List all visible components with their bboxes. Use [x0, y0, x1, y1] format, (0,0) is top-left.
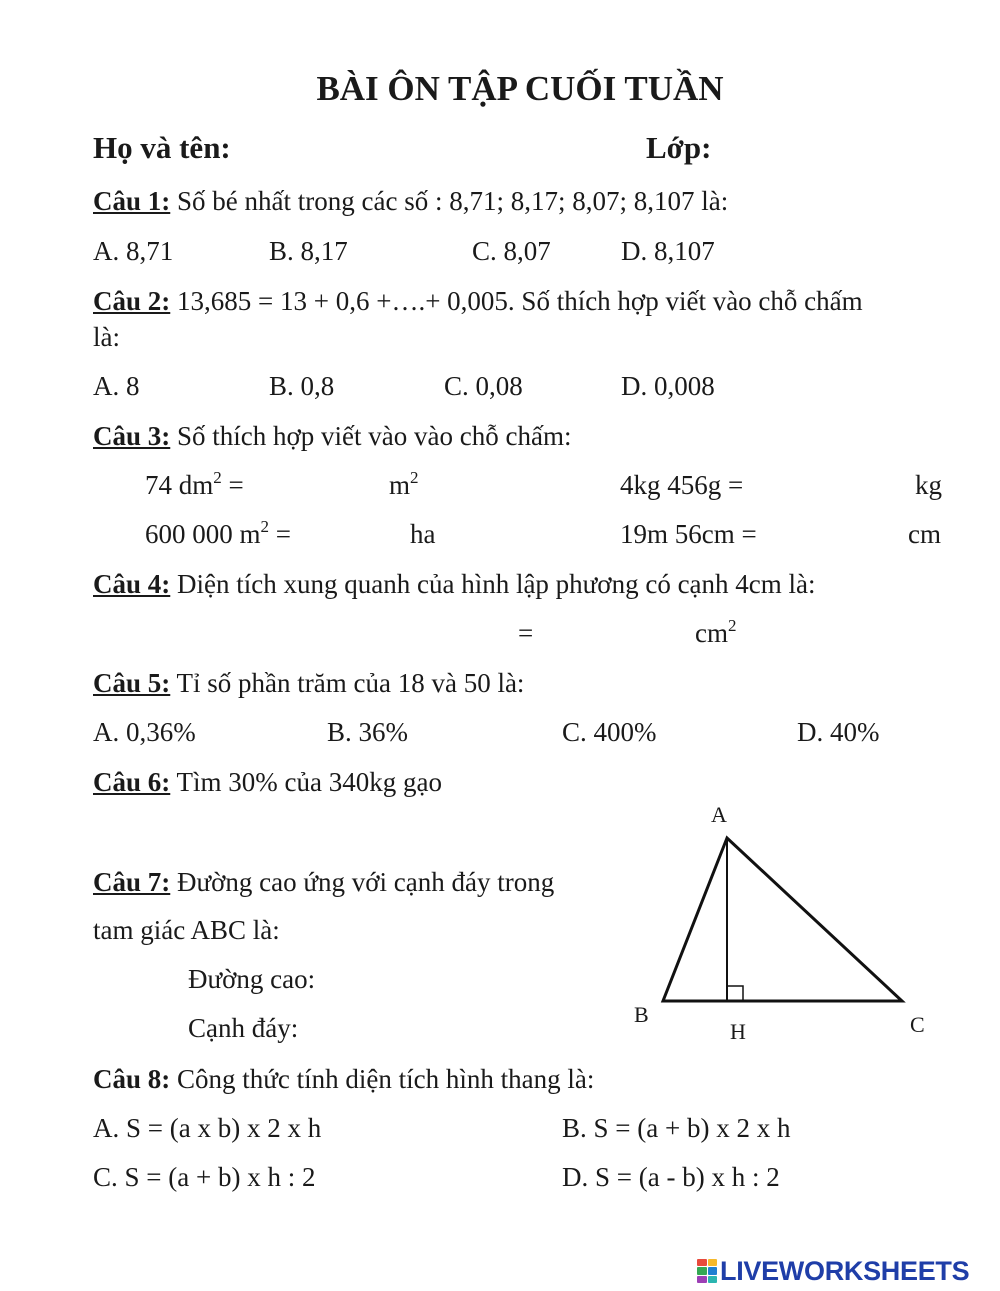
q7-base-label: Cạnh đáy: [188, 1013, 299, 1043]
name-label: Họ và tên: [93, 130, 231, 165]
q3-row2-left-expr: 600 000 $m^2$ = [145, 517, 291, 549]
q4-equals: = [518, 618, 534, 648]
q5-option-c[interactable]: C. 400% [562, 717, 657, 747]
q3-row1-left-unit: $m^2$ [389, 468, 419, 500]
question-1-label: Câu 1: [93, 186, 171, 216]
q3-row2-left-unit: ha [410, 519, 436, 549]
vertex-h-label: H [730, 1019, 746, 1044]
question-2-label: Câu 2: [93, 286, 171, 316]
q3-row2-right-unit: cm [908, 519, 941, 549]
q1-option-d[interactable]: D. 8,107 [621, 236, 715, 266]
question-7-label: Câu 7: [93, 867, 171, 897]
q1-option-b[interactable]: B. 8,17 [269, 236, 348, 266]
page-title: BÀI ÔN TẬP CUỐI TUẦN [316, 69, 724, 108]
q5-option-a[interactable]: A. 0,36% [93, 717, 196, 747]
vertex-b-label: B [634, 1002, 649, 1027]
question-2-text-cont: là: [93, 322, 120, 352]
q2-option-c[interactable]: C. 0,08 [444, 371, 523, 401]
right-angle-marker [727, 986, 743, 1001]
q8-option-a[interactable]: A. S = (a x b) x 2 x h [93, 1113, 322, 1143]
triangle-abc [663, 838, 902, 1001]
q2-option-a[interactable]: A. 8 [93, 371, 140, 401]
question-2-text: 13,685 = 13 + 0,6 +….+ 0,005. Số thích hợp viết vào chỗ chấm [170, 286, 863, 316]
question-5-text: Tỉ số phần trăm của 18 và 50 là: [170, 668, 525, 698]
question-4-label: Câu 4: [93, 569, 171, 599]
question-1-text: Số bé nhất trong các số : 8,71; 8,17; 8,07; 8,107 là: [170, 186, 729, 216]
q2-option-b[interactable]: B. 0,8 [269, 371, 335, 401]
q8-option-c[interactable]: C. S = (a + b) x h : 2 [93, 1162, 316, 1192]
vertex-a-label: A [711, 802, 727, 827]
question-6-label: Câu 6: [93, 767, 171, 797]
class-label: Lớp: [646, 130, 712, 165]
q3-row1-left-expr: 74 $dm^2$ = [145, 468, 244, 500]
logo-icon [697, 1259, 717, 1283]
q3-row1-right-unit: kg [915, 470, 942, 500]
q4-unit: $cm^2$ [695, 616, 737, 648]
question-8-text: Công thức tính diện tích hình thang là: [170, 1064, 595, 1094]
question-6-text: Tìm 30% của 340kg gạo [170, 767, 442, 797]
question-5-label: Câu 5: [93, 668, 171, 698]
q2-option-d[interactable]: D. 0,008 [621, 371, 715, 401]
logo-text: LIVEWORKSHEETS [720, 1255, 970, 1286]
q8-option-b[interactable]: B. S = (a + b) x 2 x h [562, 1113, 791, 1143]
q5-option-b[interactable]: B. 36% [327, 717, 408, 747]
q3-row1-right-expr: 4kg 456g = [620, 470, 744, 500]
question-7-text: Đường cao ứng với cạnh đáy trong [170, 867, 555, 897]
liveworksheets-logo[interactable] [697, 1256, 969, 1286]
vertex-c-label: C [910, 1012, 925, 1037]
question-3-text: Số thích hợp viết vào vào chỗ chấm: [170, 421, 572, 451]
question-8 [93, 1065, 594, 1095]
q8-option-d[interactable]: D. S = (a - b) x h : 2 [562, 1162, 780, 1192]
question-8-label: Câu 8: [93, 1064, 171, 1094]
question-7-text-cont: tam giác ABC là: [93, 915, 280, 945]
question-4-text: Diện tích xung quanh của hình lập phương có cạnh 4cm là: [170, 569, 816, 599]
q7-height-label: Đường cao: [188, 964, 316, 994]
question-3-label: Câu 3: [93, 421, 171, 451]
q5-option-d[interactable]: D. 40% [797, 717, 880, 747]
q3-row2-right-expr: 19m 56cm = [620, 519, 757, 549]
q1-option-a[interactable]: A. 8,71 [93, 236, 174, 266]
q1-option-c[interactable]: C. 8,07 [472, 236, 551, 266]
